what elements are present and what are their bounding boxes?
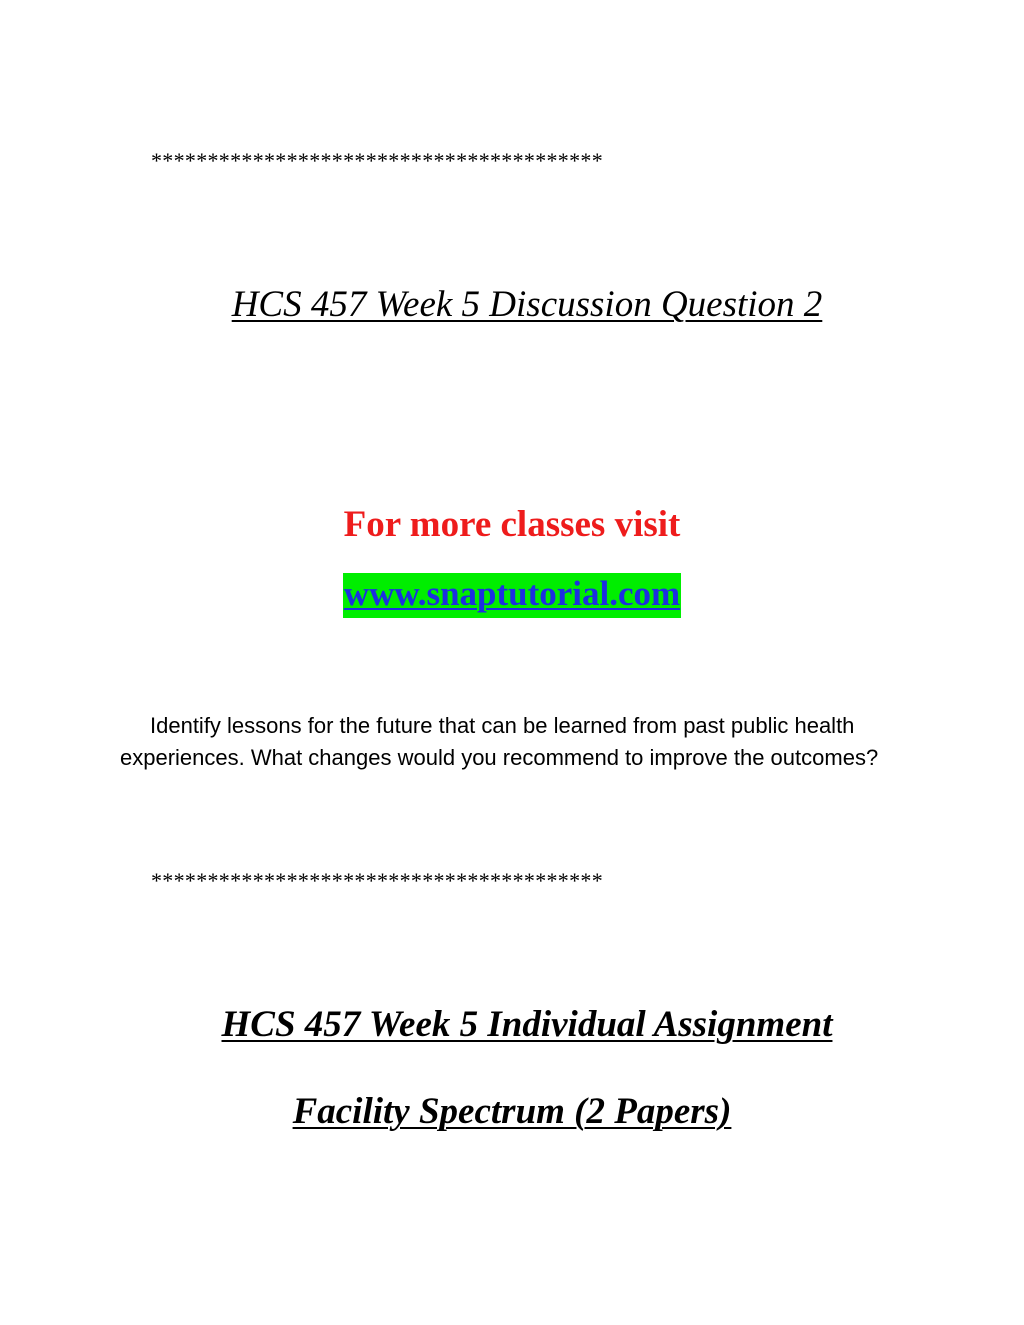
assignment-title bbox=[0, 1005, 1024, 1046]
assignment-title-text: HCS 457 Week 5 Individual Assignment bbox=[221, 1004, 833, 1045]
question-text: Identify lessons for the future that can be learned from past public health experiences. What changes would you recommend to improve the outcomes? bbox=[120, 713, 879, 770]
discussion-title bbox=[0, 285, 1024, 326]
separator-bottom: **************************************** bbox=[151, 868, 603, 893]
discussion-title-text: HCS 457 Week 5 Discussion Question 2 bbox=[231, 284, 823, 325]
assignment-subtitle-text: Facility Spectrum (2 Papers) bbox=[292, 1091, 732, 1132]
separator-top: **************************************** bbox=[151, 148, 603, 173]
link-wrapper bbox=[0, 573, 1024, 618]
snaptutorial-link[interactable]: www.snaptutorial.com bbox=[343, 573, 681, 618]
visit-text: For more classes visit bbox=[343, 504, 681, 545]
assignment-subtitle bbox=[0, 1092, 1024, 1133]
